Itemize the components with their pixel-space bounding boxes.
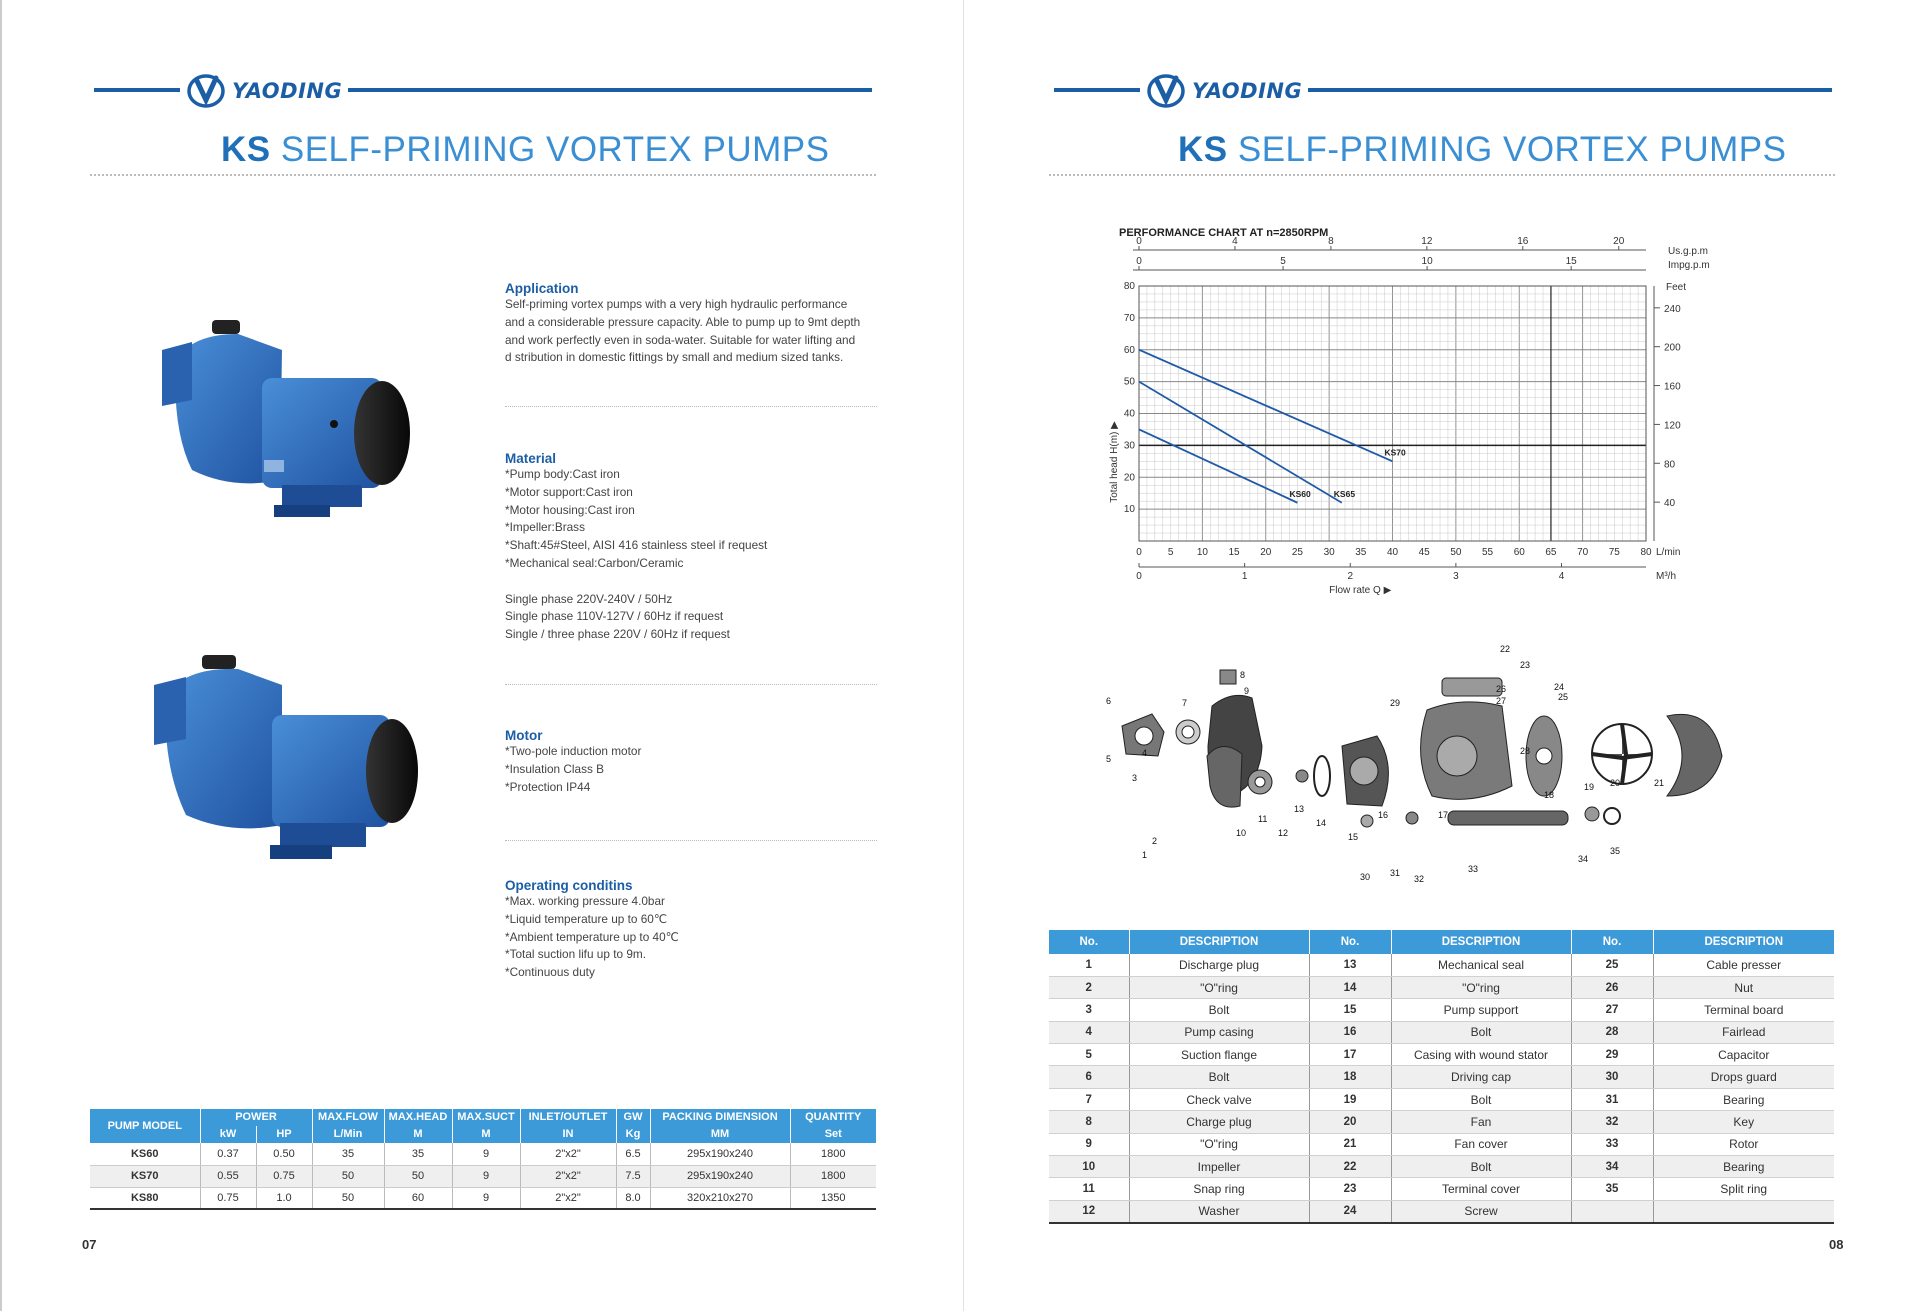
part-description: Bolt [1391,1021,1571,1043]
pump-photo-ks-alt [152,650,414,890]
th-flow: MAX.FLOW [312,1109,384,1126]
x-tick-label: 25 [1291,547,1303,558]
exploded-view-diagram [1106,636,1772,896]
series-line [1139,382,1342,503]
part-number: 1 [1049,954,1129,976]
th-description: DESCRIPTION [1129,930,1309,954]
brand-logo [180,74,348,108]
svg-text:29: 29 [1390,698,1401,708]
svg-text:14: 14 [1316,818,1327,828]
impgpm-tick-label: 10 [1421,256,1433,267]
th-suct: MAX.SUCT [452,1109,520,1126]
x-tick-label: 35 [1355,547,1367,558]
part-number: 33 [1571,1133,1653,1155]
table-row [1049,976,1834,998]
parts-table [1049,930,1834,1224]
svg-text:27: 27 [1496,696,1507,706]
part-description: Terminal board [1653,999,1834,1021]
part-description: "O"ring [1129,976,1309,998]
usgpm-tick-label: 0 [1136,236,1142,247]
part-number: 16 [1309,1021,1391,1043]
table-row: KS60 0.37 0.50 35 35 9 2"x2" 6.5 295x190x240 1800 [90,1143,876,1165]
th-power: POWER [200,1109,312,1126]
feet-tick-label: 160 [1664,381,1681,393]
svg-text:32: 32 [1414,874,1425,884]
part-description: Rotor [1653,1133,1834,1155]
usgpm-tick-label: 12 [1421,236,1433,247]
section-title: Material [505,451,557,466]
th-qty-unit: Set [790,1126,876,1143]
part-description: Bearing [1653,1156,1834,1178]
part-description: Mechanical seal [1391,954,1571,976]
th-head-unit: M [384,1126,452,1143]
usgpm-tick-label: 4 [1232,236,1238,247]
svg-text:31: 31 [1390,868,1401,878]
th-description: DESCRIPTION [1653,930,1834,954]
chart-axes [1109,236,1710,596]
part-description: Drops guard [1653,1066,1834,1088]
x-tick-label: 65 [1545,547,1557,558]
page-title [1178,130,1786,170]
table-row [1049,1088,1834,1110]
th-description: DESCRIPTION [1391,930,1571,954]
part-number: 15 [1309,999,1391,1021]
spec-table [90,1109,876,1210]
svg-text:1: 1 [1142,850,1148,860]
y-tick-label: 50 [1123,376,1135,388]
x-tick-label: 50 [1450,547,1462,558]
th-pack: PACKING DIMENSION [650,1109,790,1126]
svg-text:25: 25 [1558,692,1569,702]
part-description: Fan cover [1391,1133,1571,1155]
part-number: 28 [1571,1021,1653,1043]
part-description: Bolt [1129,999,1309,1021]
y-tick-label: 70 [1123,312,1135,324]
part-number: 3 [1049,999,1129,1021]
y-tick-label: 40 [1123,408,1135,420]
part-description: Washer [1129,1200,1309,1222]
page-title [221,130,829,170]
x-tick-label: 60 [1513,547,1525,558]
part-number: 10 [1049,1156,1129,1178]
th-model: PUMP MODEL [90,1109,200,1143]
part-number: 12 [1049,1200,1129,1222]
part-number: 32 [1571,1111,1653,1133]
part-number: 17 [1309,1044,1391,1066]
table-row [1049,1178,1834,1200]
svg-text:30: 30 [1360,872,1371,882]
impgpm-tick-label: 5 [1280,256,1286,267]
th-kw: kW [200,1126,256,1143]
th-pack-unit: MM [650,1126,790,1143]
part-number: 11 [1049,1178,1129,1200]
section-body: Self-priming vortex pumps with a very high hydraulic performance and a considerable pressure capacity. Able to pump up to 9mt depth and work perfectly even in soda-water. Suitable for water lifting and d stribution in domestic fittings by small and medium sized tanks. [505,297,861,365]
x-tick-label: 70 [1577,547,1589,558]
part-description: Snap ring [1129,1178,1309,1200]
title-bold: KS [221,130,271,169]
table-row [1049,954,1834,976]
th-gw-unit: Kg [616,1126,650,1143]
part-description: Impeller [1129,1156,1309,1178]
svg-text:19: 19 [1584,782,1595,792]
svg-text:35: 35 [1610,846,1621,856]
impgpm-tick-label: 15 [1565,256,1577,267]
table-row [1049,1111,1834,1133]
x-tick-label: 10 [1196,547,1208,558]
x-tick-label: 80 [1640,547,1652,558]
th-hp: HP [256,1126,312,1143]
part-description: Key [1653,1111,1834,1133]
section-title: Operating conditins [505,878,633,893]
part-number: 13 [1309,954,1391,976]
usgpm-tick-label: 20 [1613,236,1625,247]
svg-text:4: 4 [1142,748,1148,758]
section-divider [505,406,877,407]
svg-text:16: 16 [1378,810,1389,820]
title-divider [1049,174,1835,176]
table-row [1049,1021,1834,1043]
part-description: Bolt [1129,1066,1309,1088]
svg-text:34: 34 [1578,854,1589,864]
table-row [1049,1156,1834,1178]
svg-text:17: 17 [1438,810,1449,820]
part-description: Split ring [1653,1178,1834,1200]
th-suct-unit: M [452,1126,520,1143]
part-number: 35 [1571,1178,1653,1200]
part-description: Terminal cover [1391,1178,1571,1200]
section-body: *Max. working pressure 4.0bar *Liquid temperature up to 60℃ *Ambient temperature up to 40℃ *Total suction lifu up to 9m. *Continuous duty [505,894,679,980]
part-description: Suction flange [1129,1044,1309,1066]
part-description: Nut [1653,976,1834,998]
th-head: MAX.HEAD [384,1109,452,1126]
material-section [505,451,885,644]
usgpm-tick-label: 8 [1328,236,1334,247]
svg-text:7: 7 [1182,698,1188,708]
x-unit-label: L/min [1656,547,1681,558]
part-number: 29 [1571,1044,1653,1066]
series-label: KS70 [1384,447,1406,458]
part-number: 34 [1571,1156,1653,1178]
part-description: Bearing [1653,1088,1834,1110]
svg-text:33: 33 [1468,864,1479,874]
yaoding-logo-icon [186,74,226,108]
usgpm-unit-label: Us.g.p.m [1668,246,1709,257]
svg-text:12: 12 [1278,828,1289,838]
table-row: KS70 0.55 0.75 50 50 9 2"x2" 7.5 295x190x240 1800 [90,1165,876,1187]
part-number: 25 [1571,954,1653,976]
section-divider [505,684,877,685]
part-number: 6 [1049,1066,1129,1088]
operating-section [505,878,885,982]
title-rest: SELF-PRIMING VORTEX PUMPS [270,130,830,169]
svg-text:24: 24 [1554,682,1565,692]
impgpm-unit-label: Impg.p.m [1668,260,1710,271]
table-row [1049,1044,1834,1066]
table-row [1049,1200,1834,1222]
series-label: KS60 [1289,488,1311,499]
chart-grid [1139,286,1646,541]
table-row: KS80 0.75 1.0 50 60 9 2"x2" 8.0 320x210x270 1350 [90,1187,876,1209]
part-description: "O"ring [1391,976,1571,998]
part-description: Driving cap [1391,1066,1571,1088]
x-axis-label: Flow rate Q ▶ [1329,585,1392,596]
m3h-unit-label: M³/h [1656,571,1676,582]
part-number: 5 [1049,1044,1129,1066]
part-number: 20 [1309,1111,1391,1133]
brand-name: YAODING [1192,79,1303,103]
svg-text:8: 8 [1240,670,1246,680]
svg-text:22: 22 [1500,644,1511,654]
th-no: No. [1049,930,1129,954]
section-divider [505,840,877,841]
part-description: Fan [1391,1111,1571,1133]
part-number: 7 [1049,1088,1129,1110]
part-description: Screw [1391,1200,1571,1222]
part-number: 19 [1309,1088,1391,1110]
part-description: Discharge plug [1129,954,1309,976]
svg-text:15: 15 [1348,832,1359,842]
part-number [1571,1200,1653,1222]
svg-text:13: 13 [1294,804,1305,814]
application-section [505,281,885,367]
svg-text:28: 28 [1520,746,1531,756]
feet-tick-label: 80 [1664,459,1676,471]
part-description: Cable presser [1653,954,1834,976]
x-tick-label: 75 [1608,547,1620,558]
th-inlet-unit: IN [520,1126,616,1143]
brand-name: YAODING [232,79,343,103]
th-inlet: INLET/OUTLET [520,1109,616,1126]
table-row [1049,999,1834,1021]
x-tick-label: 55 [1482,547,1494,558]
usgpm-tick-label: 16 [1517,236,1529,247]
part-number: 31 [1571,1088,1653,1110]
part-number: 26 [1571,976,1653,998]
th-qty: QUANTITY [790,1109,876,1126]
part-number: 2 [1049,976,1129,998]
feet-tick-label: 120 [1664,420,1681,432]
part-description: Pump casing [1129,1021,1309,1043]
svg-text:11: 11 [1258,814,1268,824]
y-axis-label: Total head H(m) ▶ [1109,421,1120,503]
part-number: 23 [1309,1178,1391,1200]
part-description: Charge plug [1129,1111,1309,1133]
part-number: 18 [1309,1066,1391,1088]
part-number: 4 [1049,1021,1129,1043]
table-row [1049,1066,1834,1088]
x-tick-label: 20 [1260,547,1272,558]
part-number: 9 [1049,1133,1129,1155]
section-title: Motor [505,728,543,743]
svg-text:10: 10 [1236,828,1247,838]
svg-text:18: 18 [1544,790,1555,800]
part-number: 24 [1309,1200,1391,1222]
svg-text:3: 3 [1132,773,1138,783]
right-page [963,0,1920,1311]
part-number: 14 [1309,976,1391,998]
x-tick-label: 30 [1323,547,1335,558]
title-divider [90,174,876,176]
impgpm-tick-label: 0 [1136,256,1142,267]
svg-text:2: 2 [1152,836,1158,846]
title-rest: SELF-PRIMING VORTEX PUMPS [1227,130,1787,169]
brand-logo [1140,74,1308,108]
page-number: 08 [1829,1237,1844,1252]
chart-series [1139,350,1406,503]
th-no: No. [1571,930,1653,954]
x-tick-label: 15 [1228,547,1240,558]
part-description: "O"ring [1129,1133,1309,1155]
th-flow-unit: L/Min [312,1126,384,1143]
section-body: *Pump body:Cast iron *Motor support:Cast iron *Motor housing:Cast iron *Impeller:Brass *Shaft:45#Steel, AISI 416 stainless steel if request *Mechanical seal:Carbon/Ceramic Single phase 220V-240V / 50Hz Single phase 110V-127V / 60Hz if request Single / three phase 220V / 60Hz if request [505,467,768,642]
m3h-tick-label: 1 [1241,571,1248,582]
x-tick-label: 40 [1386,547,1399,558]
chart-title: PERFORMANCE CHART AT n=2850RPM [1119,227,1329,239]
part-description: Casing with wound stator [1391,1044,1571,1066]
feet-tick-label: 240 [1664,303,1681,315]
title-bold: KS [1178,130,1228,169]
y-tick-label: 20 [1123,472,1135,484]
part-number: 30 [1571,1066,1653,1088]
svg-text:20: 20 [1610,778,1621,788]
m3h-tick-label: 4 [1558,571,1565,582]
part-description: Bolt [1391,1088,1571,1110]
part-description: Capacitor [1653,1044,1834,1066]
part-description: Pump support [1391,999,1571,1021]
part-number: 21 [1309,1133,1391,1155]
feet-tick-label: 40 [1664,498,1676,510]
section-body: *Two-pole induction motor *Insulation Class B *Protection IP44 [505,744,642,794]
y-tick-label: 60 [1123,344,1135,356]
x-tick-label: 5 [1167,547,1174,558]
yaoding-logo-icon [1146,74,1186,108]
feet-unit-label: Feet [1666,282,1687,293]
y-tick-label: 30 [1123,440,1135,452]
y-tick-label: 10 [1123,504,1135,516]
m3h-tick-label: 2 [1347,571,1354,582]
th-no: No. [1309,930,1391,954]
m3h-tick-label: 0 [1136,571,1142,582]
page-number: 07 [82,1237,97,1252]
y-tick-label: 80 [1123,281,1135,292]
performance-chart [1109,224,1739,596]
svg-text:9: 9 [1244,686,1250,696]
section-title: Application [505,281,579,296]
part-description: Fairlead [1653,1021,1834,1043]
th-gw: GW [616,1109,650,1126]
part-description: Check valve [1129,1088,1309,1110]
part-number: 8 [1049,1111,1129,1133]
part-number: 27 [1571,999,1653,1021]
x-tick-label: 0 [1136,547,1142,558]
feet-tick-label: 200 [1664,342,1681,354]
pump-photo-ks [152,320,414,550]
table-row [1049,1133,1834,1155]
motor-section [505,728,885,796]
svg-text:23: 23 [1520,660,1531,670]
m3h-tick-label: 3 [1453,571,1459,582]
svg-text:26: 26 [1496,684,1507,694]
x-tick-label: 45 [1418,547,1430,558]
svg-text:5: 5 [1106,754,1112,764]
svg-text:21: 21 [1654,778,1665,788]
part-description [1653,1200,1834,1222]
part-description: Bolt [1391,1156,1571,1178]
part-number: 22 [1309,1156,1391,1178]
svg-text:6: 6 [1106,696,1112,706]
series-label: KS65 [1333,488,1356,499]
